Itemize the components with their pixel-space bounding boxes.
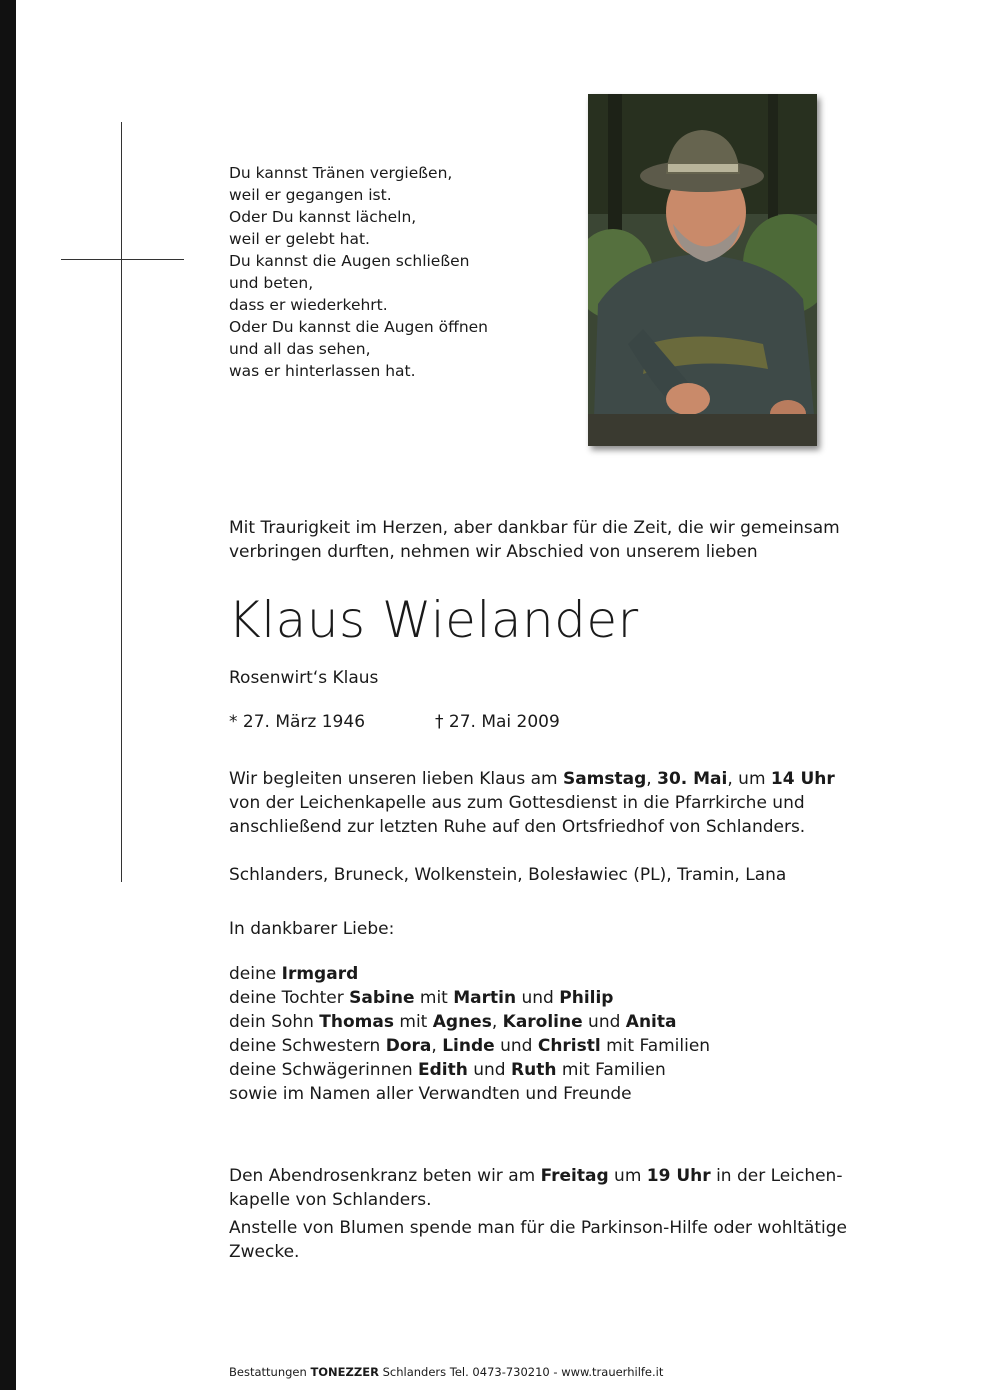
text: mit Familien [556,1060,666,1080]
text: und [582,1012,626,1032]
text: , um [727,769,771,789]
cross-vertical-line [121,122,122,882]
donation-line: Anstelle von Blumen spende man für die Parkinson-Hilfe oder wohltätige [229,1218,847,1238]
family-row [229,962,710,986]
text: , [491,1012,503,1032]
rosary-line: kapelle von Schlanders. [229,1190,432,1210]
poem-line: was er hinterlassen hat. [229,362,416,380]
text: deine [229,964,282,984]
funeral-day: Samstag [562,769,647,789]
family-name: Sabine [349,988,415,1008]
funeral-line [229,767,835,791]
poem-line: dass er wiederkehrt. [229,296,388,314]
family-row [229,1010,710,1034]
left-border-bar [0,0,16,1390]
funeral-home-name: TONEZZER [310,1365,379,1379]
funeral-line: anschließend zur letzten Ruhe auf den Ortsfriedhof von Schlanders. [229,817,806,837]
poem-line: weil er gelebt hat. [229,230,370,248]
cross-horizontal-line [61,259,184,260]
poem-line: Du kannst die Augen schließen [229,252,470,270]
text: und [516,988,560,1008]
text: deine Schwägerinnen [229,1060,418,1080]
funeral-line: von der Leichenkapelle aus zum Gottesdienst in die Pfarrkirche und [229,793,805,813]
places: Schlanders, Bruneck, Wolkenstein, Bolesławiec (PL), Tramin, Lana [229,865,787,885]
rosary-day: Freitag [540,1166,609,1186]
life-dates [229,710,560,734]
intro-line: Mit Traurigkeit im Herzen, aber dankbar für die Zeit, die wir gemeinsam [229,518,840,538]
text: Den Abendrosenkranz beten wir am [229,1166,541,1186]
family-name: Anita [625,1012,677,1032]
donation-line: Zwecke. [229,1242,300,1262]
poem-line: und beten, [229,274,314,292]
footer [229,1365,663,1379]
nickname: Rosenwirt‘s Klaus [229,668,379,688]
death-date: † 27. Mai 2009 [435,712,560,732]
funeral-notice [229,767,835,839]
family-row [229,1034,710,1058]
text: dein Sohn [229,1012,320,1032]
family-name: Thomas [319,1012,394,1032]
family-name: Irmgard [281,964,359,984]
text: und [494,1036,538,1056]
rosary-line [229,1164,842,1188]
donation-notice [229,1216,847,1264]
poem-line: Oder Du kannst lächeln, [229,208,417,226]
intro-line: verbringen durften, nehmen wir Abschied von unserem lieben [229,542,758,562]
family-name: Agnes [432,1012,492,1032]
family-name: Martin [453,988,517,1008]
text: um [608,1166,647,1186]
deceased-name: Klaus Wielander [228,591,639,649]
text: und [467,1060,511,1080]
family-row [229,1058,710,1082]
text: in der Leichen- [710,1166,843,1186]
poem [229,162,488,382]
poem-line: und all das sehen, [229,340,371,358]
text: mit Familien [600,1036,711,1056]
family-list [229,962,710,1106]
text: deine Tochter [229,988,350,1008]
intro-text [229,516,840,564]
text: mit [393,1012,433,1032]
family-name: Linde [442,1036,495,1056]
text: mit [414,988,454,1008]
poem-line: Oder Du kannst die Augen öffnen [229,318,488,336]
birth-date: * 27. März 1946 [229,712,366,732]
poem-line: Du kannst Tränen vergießen, [229,164,453,182]
family-name: Edith [418,1060,468,1080]
family-row [229,986,710,1010]
text: , [431,1036,443,1056]
family-name: Ruth [511,1060,557,1080]
love-heading: In dankbarer Liebe: [229,919,395,939]
rosary-notice [229,1164,842,1212]
poem-line: weil er gegangen ist. [229,186,392,204]
family-name: Philip [559,988,614,1008]
footer-contact: Schlanders Tel. 0473-730210 - www.trauerhilfe.it [378,1365,664,1379]
text: , [646,769,658,789]
text: Wir begleiten unseren lieben Klaus am [229,769,563,789]
family-row: sowie im Namen aller Verwandten und Freunde [229,1084,632,1104]
rosary-time: 19 Uhr [646,1166,711,1186]
family-name: Dora [385,1036,432,1056]
family-name: Karoline [502,1012,583,1032]
family-name: Christl [537,1036,601,1056]
text: Bestattungen [229,1365,311,1379]
funeral-date: 30. Mai [657,769,728,789]
funeral-time: 14 Uhr [770,769,835,789]
text: deine Schwestern [229,1036,386,1056]
portrait-photo [588,94,817,446]
